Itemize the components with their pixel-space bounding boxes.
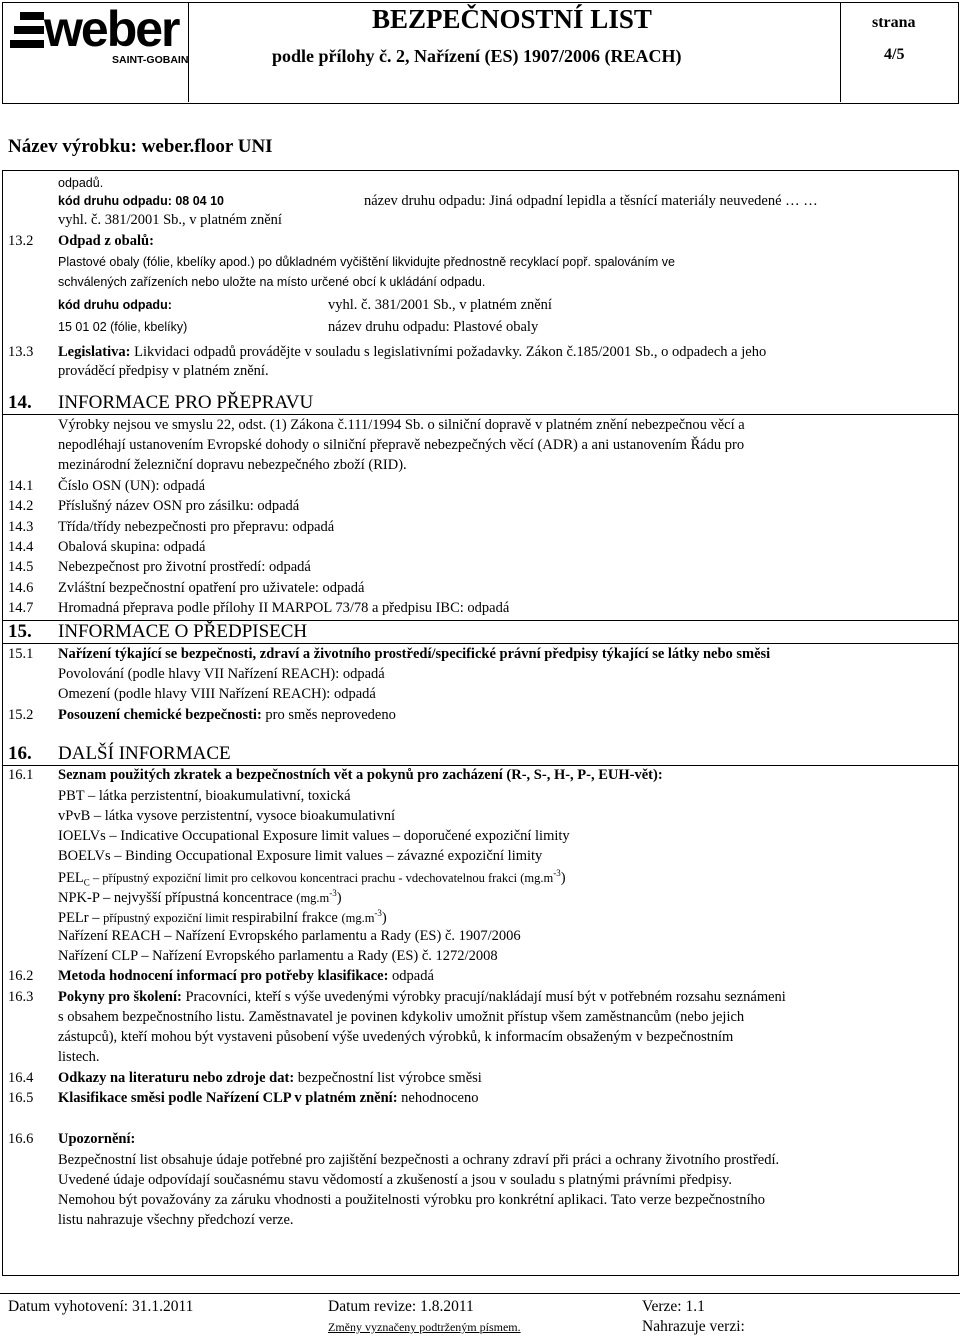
abbr-vpvb: vPvB – látka vysove perzistentní, vysoce bioakumulativní [58, 808, 396, 824]
s15-1-heading: Nařízení týkající se bezpečnosti, zdraví a životního prostředí/specifické právní předpisy týkající se látky nebo směsi [58, 646, 771, 662]
s13-3-heading: Legislativa: [58, 344, 131, 360]
s14-text-2: nepodléhají ustanovením Evropské dohody o silniční přepravě nebezpečných věcí (ADR) a ani ustanovením Řádu pro [58, 437, 745, 453]
s13-2-reg: vyhl. č. 381/2001 Sb., v platném znění [328, 297, 552, 313]
s14-item-text: Obalová skupina: odpadá [58, 538, 206, 555]
s16-6-text-c: Nemohou být považovány za záruku vhodnosti a použitelnosti výrobku pro konkrétní aplikaci. Tato verze bezpečnostního [58, 1192, 766, 1208]
s13-3-number: 13.3 [8, 344, 34, 360]
s16-5-text: nehodnoceno [397, 1090, 479, 1106]
header-divider-1 [188, 2, 189, 102]
s13-2-text-b: schválených zařízeních nebo uložte na místo určené obcí k ukládání odpadu. [58, 275, 486, 289]
s15-2-line [58, 707, 396, 724]
s14-item-2 [8, 498, 299, 515]
s16-6-text-b: Uvedené údaje odpovídají současnému stavu vědomostí a zkušeností a jsou v souladu s platnými právními předpisy. [58, 1172, 732, 1188]
s16-6-number: 16.6 [8, 1131, 34, 1147]
abbr-pelr-e: ) [381, 909, 387, 926]
s13-reg-a: vyhl. č. 381/2001 Sb., v platném znění [58, 212, 282, 228]
s15-2-number: 15.2 [8, 707, 34, 723]
weber-logo-mark [10, 12, 46, 66]
s16-3-text-c: zástupců), kteří mohou být vystaveni působení výše uvedených výrobků, k informacím obsaženým v bezpečnostním [58, 1029, 734, 1045]
footer-version: Verze: 1.1 [642, 1298, 705, 1315]
s15-rule [2, 643, 958, 644]
s16-5-number: 16.5 [8, 1090, 34, 1106]
abbr-boelvs: BOELVs – Binding Occupational Exposure limit values – závazné expoziční limity [58, 848, 543, 864]
s14-number: 14. [8, 392, 32, 413]
abbr-pel [58, 868, 566, 888]
s16-4-text: bezpečnostní list výrobce směsi [294, 1070, 482, 1086]
page-label: strana [872, 14, 916, 31]
s16-title: DALŠÍ INFORMACE [58, 743, 231, 764]
s14-item-3 [8, 519, 334, 536]
s16-2-line [58, 968, 434, 985]
s13-2-code: 15 01 02 (fólie, kbelíky) [58, 320, 188, 334]
s14-item-7 [8, 600, 509, 617]
s14-item-text: Hromadná přeprava podle přílohy II MARPOL 73/78 a předpisu IBC: odpadá [58, 599, 510, 616]
s14-item-number: 14.1 [8, 478, 34, 494]
s16-5-heading: Klasifikace směsi podle Nařízení CLP v platném znění: [58, 1090, 398, 1106]
s16-4-line [58, 1070, 482, 1087]
abbr-pel-b: – přípustný expoziční limit pro celkovou koncentraci prachu - vdechovatelnou frakci (mg.m [89, 870, 554, 885]
s14-item-6 [8, 580, 364, 597]
s14-text-1: Výrobky nejsou ve smyslu 22, odst. (1) Zákona č.111/1994 Sb. o silniční dopravě v platném znění nebezpečnou věcí a [58, 417, 745, 433]
footer-rule [0, 1293, 960, 1294]
s15-2-heading: Posouzení chemické bezpečnosti: [58, 707, 262, 723]
s14-title: INFORMACE PRO PŘEPRAVU [58, 392, 314, 413]
abbr-clp: Nařízení CLP – Nařízení Evropského parlamentu a Rady (ES) č. 1272/2008 [58, 948, 498, 964]
document-title: BEZPEČNOSTNÍ LIST [372, 4, 652, 34]
s13-2-heading: Odpad z obalů: [58, 233, 154, 249]
footer-revised: Datum revize: 1.8.2011 [328, 1298, 474, 1315]
abbr-pelr-sup: -3 [374, 908, 382, 918]
abbr-npk-c: ) [336, 889, 342, 906]
weber-logo-text: weber [44, 1, 179, 57]
page-number: 4/5 [884, 46, 905, 63]
weber-logo-sub: SAINT-GOBAIN [112, 54, 189, 66]
s16-3-line-a [58, 989, 786, 1006]
abbr-npk-sup: -3 [329, 888, 337, 898]
s15-2-text: pro směs neprovedeno [261, 707, 396, 723]
document-subtitle: podle přílohy č. 2, Nařízení (ES) 1907/2006 (REACH) [272, 46, 682, 66]
s13-name-a: název druhu odpadu: Jiná odpadní lepidla a těsnící materiály neuvedené … … [364, 193, 818, 209]
s13-3-text-a [58, 344, 766, 361]
s13-2-text-a: Plastové obaly (fólie, kbelíky apod.) po důkladném vyčištění likvidujte přednostně recyklací popř. spalováním ve [58, 255, 675, 269]
abbr-npk [58, 888, 342, 907]
abbr-npk-b: (mg.m [296, 890, 330, 905]
abbr-pelr-d: (mg.m [341, 910, 375, 925]
footer-changes: Změny vyznačeny podtrženým písmem. [328, 1320, 521, 1334]
s16-1-heading: Seznam použitých zkratek a bezpečnostních vět a pokynů pro zacházení (R-, S-, H-, P-, EUH-vět): [58, 767, 663, 783]
s13-2-code-label: kód druhu odpadu: [58, 298, 172, 312]
s16-6-text-d: listu nahrazuje všechny předchozí verze. [58, 1212, 294, 1228]
s16-6-heading: Upozornění: [58, 1131, 136, 1147]
s14-item-1 [8, 478, 205, 495]
s14-item-number: 14.3 [8, 518, 34, 535]
s14-item-text: Příslušný název OSN pro zásilku: odpadá [58, 498, 300, 515]
s16-3-number: 16.3 [8, 989, 34, 1005]
abbr-pelr-a: PELr – [58, 909, 104, 926]
s14-item-4 [8, 539, 205, 556]
abbr-pelr-b: přípustný expoziční limit [103, 910, 232, 925]
s16-4-number: 16.4 [8, 1070, 34, 1086]
abbr-pel-sub: C [83, 877, 90, 888]
s13-line1: odpadů. [58, 176, 104, 190]
s16-1-number: 16.1 [8, 767, 34, 783]
abbr-pel-sup: -3 [553, 868, 561, 878]
s15-1-text-b: Omezení (podle hlavy VIII Nařízení REACH): odpadá [58, 686, 376, 702]
s16-4-heading: Odkazy na literaturu nebo zdroje dat: [58, 1070, 295, 1086]
s16-3-heading: Pokyny pro školení: [58, 989, 182, 1005]
footer-replaces: Nahrazuje verzi: [642, 1318, 745, 1335]
footer-created: Datum vyhotovení: 31.1.2011 [8, 1298, 194, 1315]
abbr-pel-a: PEL [58, 869, 84, 886]
s14-item-text: Číslo OSN (UN): odpadá [58, 478, 206, 494]
abbr-pelr [58, 908, 387, 927]
s13-3-body: Likvidaci odpadů provádějte v souladu s legislativními požadavky. Zákon č.185/2001 Sb., o odpadech a jeho [130, 344, 767, 360]
s14-item-number: 14.4 [8, 538, 34, 555]
s15-1-number: 15.1 [8, 646, 34, 662]
s15-number: 15. [8, 621, 32, 642]
s16-2-text: odpadá [388, 968, 434, 984]
s14-item-5 [8, 559, 311, 576]
s14-item-text: Nebezpečnost pro životní prostředí: odpadá [58, 559, 311, 576]
s16-3-text-a: Pracovníci, kteří s výše uvedenými výrobky pracují/nakládají musí být v potřebném rozsahu seznámeni [181, 989, 786, 1005]
s16-3-text-b: s obsahem bezpečnostního listu. Zaměstnavatel je povinen kdykoliv umožnit přístup všem zaměstnancům (nebo jejich [58, 1009, 745, 1025]
s16-2-number: 16.2 [8, 968, 34, 984]
s14-item-number: 14.7 [8, 599, 34, 616]
s13-3-text-b: prováděcí předpisy v platném znění. [58, 363, 269, 379]
s14-item-text: Třída/třídy nebezpečnosti pro přepravu: odpadá [58, 518, 335, 535]
s14-item-text: Zvláštní bezpečnostní opatření pro uživatele: odpadá [58, 579, 365, 596]
s16-6-text-a: Bezpečnostní list obsahuje údaje potřebné pro zajištění bezpečnosti a ochrany zdraví při práci a ochrany životního prostředí. [58, 1152, 780, 1168]
s14-item-number: 14.6 [8, 579, 34, 596]
s16-number: 16. [8, 743, 32, 764]
s15-1-text-a: Povolování (podle hlavy VII Nařízení REACH): odpadá [58, 666, 385, 682]
s16-5-line [58, 1090, 478, 1107]
abbr-npk-a: NPK-P – nejvyšší přípustná koncentrace [58, 889, 297, 906]
s14-item-number: 14.5 [8, 559, 34, 576]
abbr-pbt: PBT – látka perzistentní, bioakumulativní, toxická [58, 788, 351, 804]
abbr-reach: Nařízení REACH – Nařízení Evropského parlamentu a Rady (ES) č. 1907/2006 [58, 928, 521, 944]
product-name: Název výrobku: weber.floor UNI [8, 136, 273, 157]
s13-code-a: kód druhu odpadu: 08 04 10 [58, 194, 224, 208]
s14-item-number: 14.2 [8, 498, 34, 515]
header-divider-2 [840, 2, 841, 102]
s16-3-text-d: listech. [58, 1049, 100, 1065]
s13-2-name: název druhu odpadu: Plastové obaly [328, 319, 539, 335]
s15-title: INFORMACE O PŘEDPISECH [58, 621, 308, 642]
abbr-pelr-c: respirabilní frakce [231, 909, 342, 926]
s16-rule [2, 765, 958, 766]
abbr-ioelvs: IOELVs – Indicative Occupational Exposure limit values – doporučené expoziční limity [58, 828, 570, 844]
s14-text-3: mezinárodní železniční dopravu nebezpečného zboží (RID). [58, 457, 407, 473]
s13-2-number: 13.2 [8, 233, 34, 249]
s16-2-heading: Metoda hodnocení informací pro potřeby klasifikace: [58, 968, 389, 984]
s14-rule [2, 414, 958, 415]
abbr-pel-c: ) [560, 869, 566, 886]
weber-logo [8, 1, 189, 68]
